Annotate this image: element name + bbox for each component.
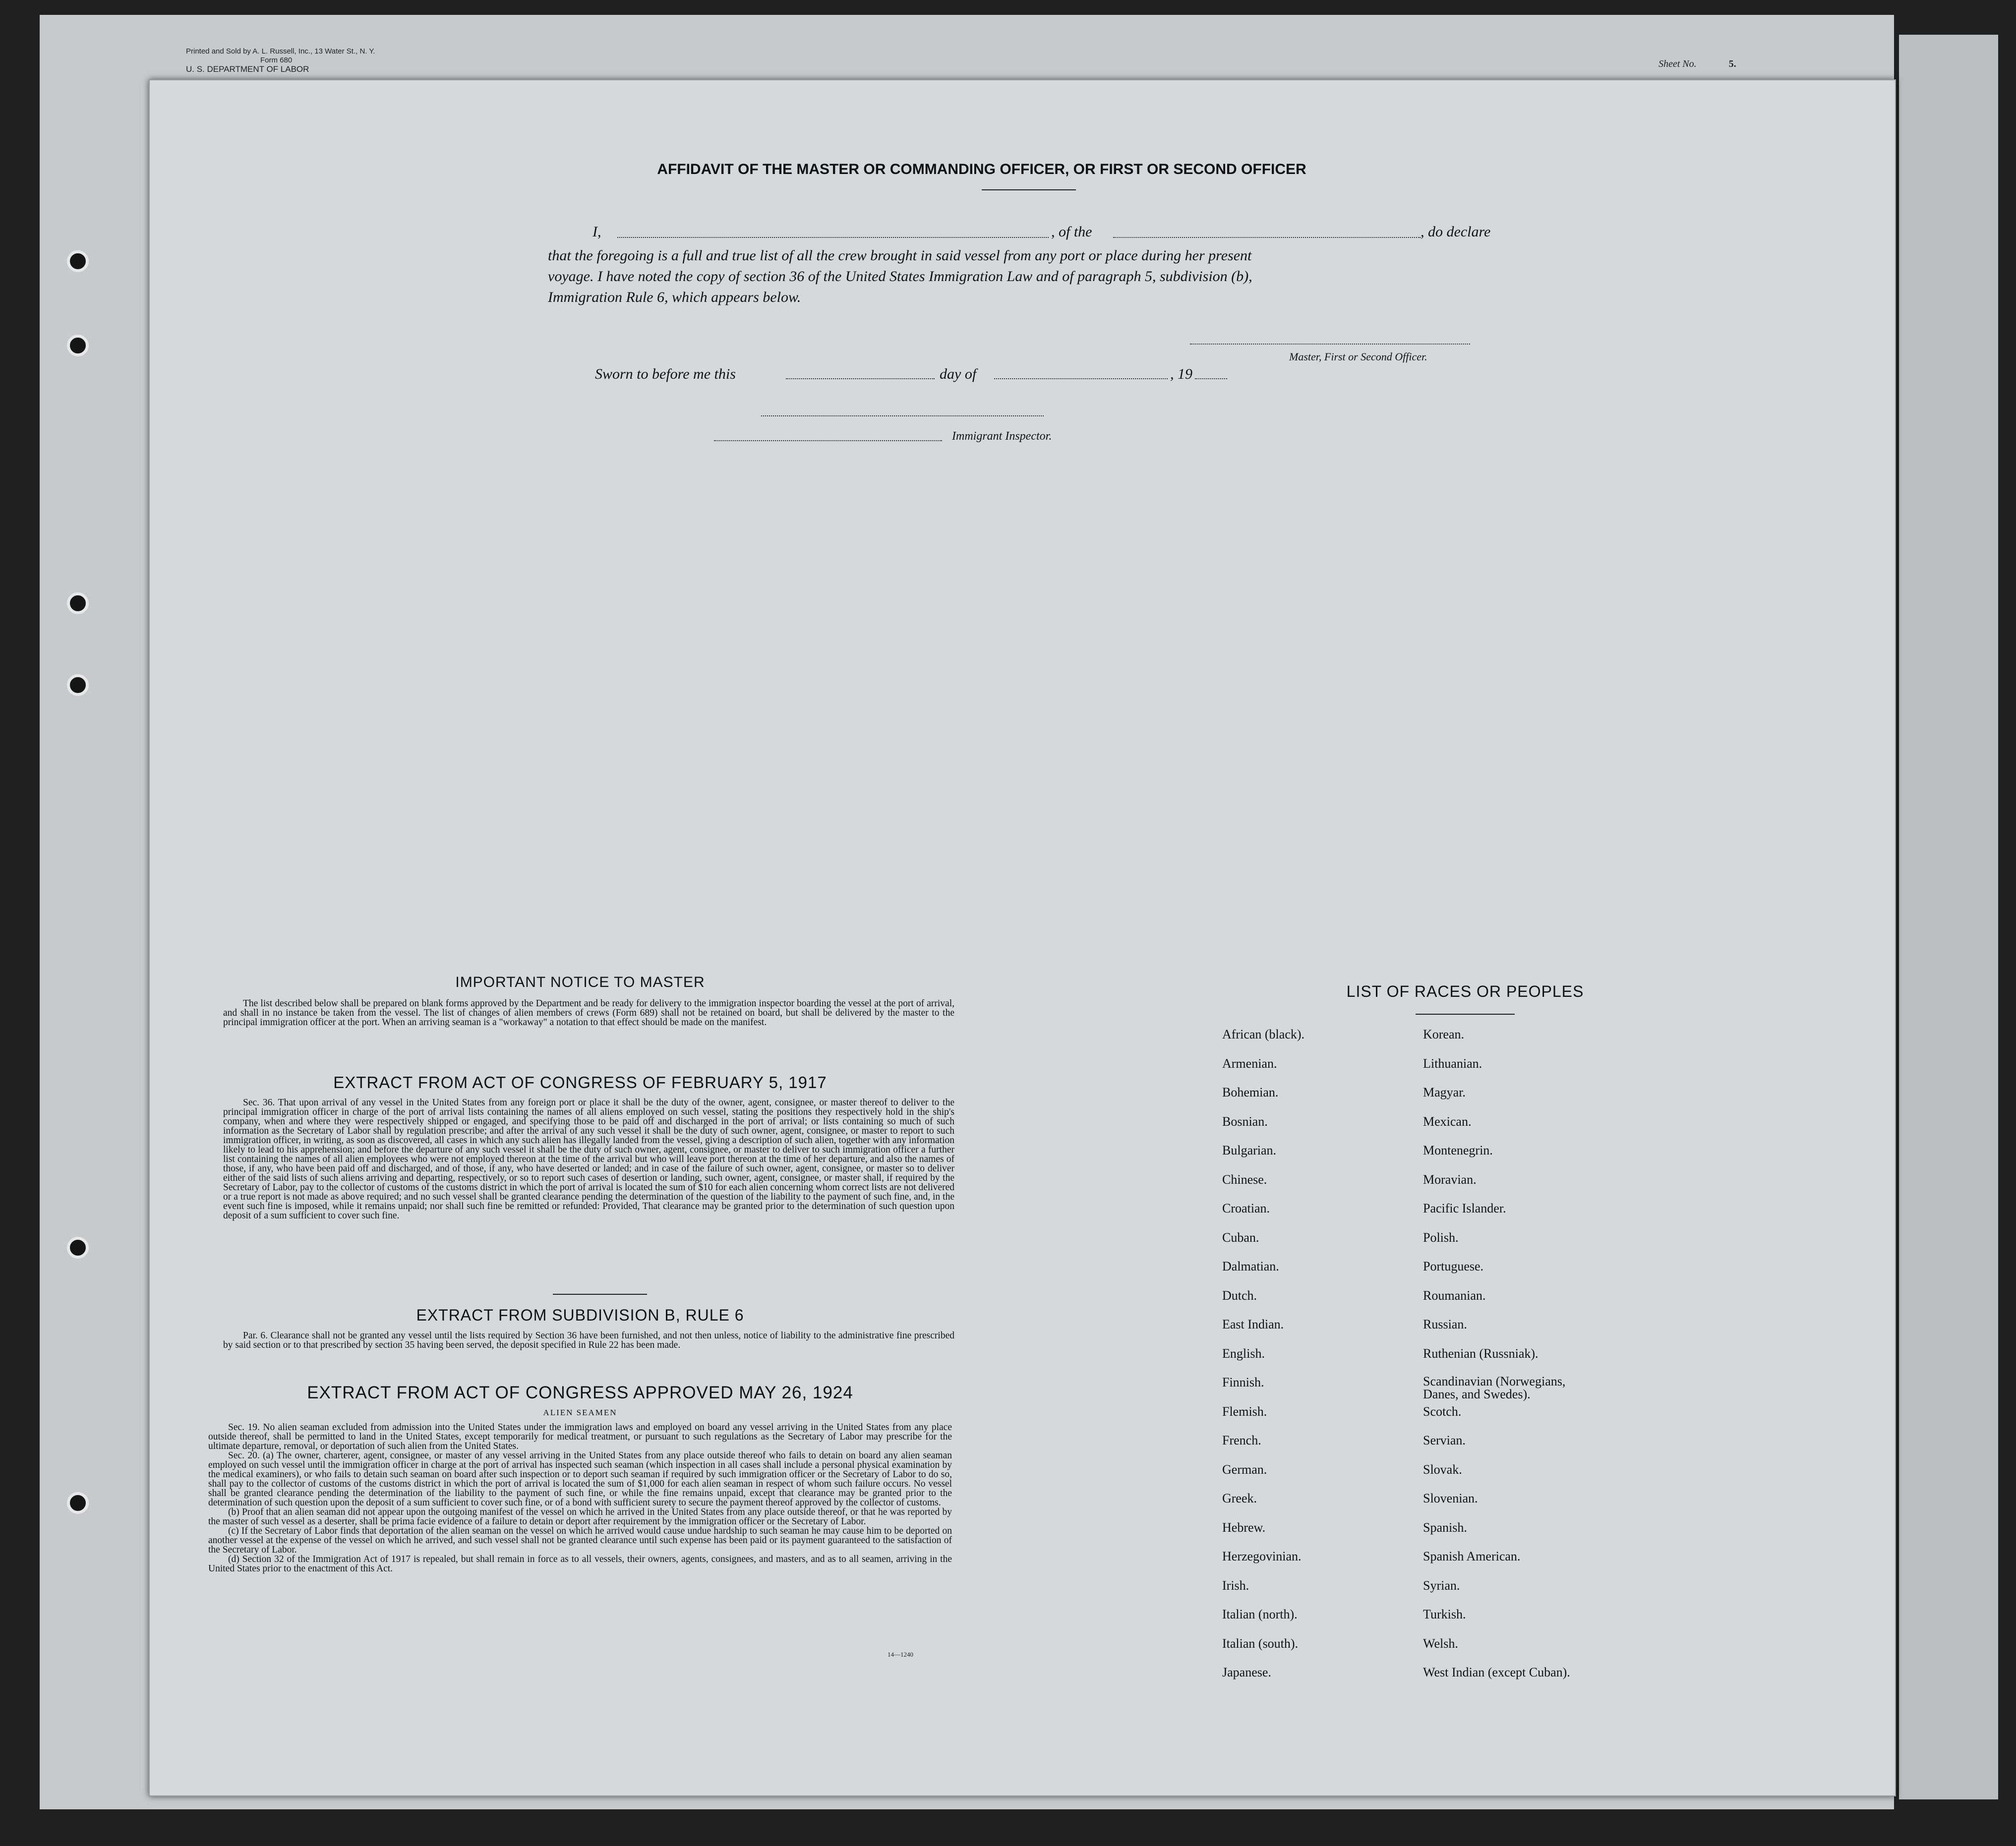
vessel-blank (1113, 237, 1421, 238)
sheet-value: 5. (1728, 58, 1736, 69)
affidavit-line-4: Immigration Rule 6, which appears below. (548, 289, 801, 305)
race-item: Irish. (1222, 1578, 1249, 1593)
rule6-text (223, 1331, 954, 1350)
race-item: Moravian. (1423, 1172, 1477, 1187)
sworn-year: , 19 (1170, 366, 1192, 382)
race-item: Cuban. (1222, 1230, 1259, 1245)
race-item: Herzegovinian. (1222, 1549, 1302, 1563)
race-item: Greek. (1222, 1491, 1257, 1505)
sworn-day-of: day of (940, 366, 977, 382)
affidavit-title: AFFIDAVIT OF THE MASTER OR COMMANDING OFFICER, OR FIRST OR SECOND OFFICER (657, 161, 1306, 177)
act-1917-text (223, 1098, 954, 1220)
race-item: Turkish. (1423, 1607, 1466, 1621)
department: U. S. DEPARTMENT OF LABOR (186, 64, 309, 74)
binder-hole (67, 250, 89, 272)
sworn-month-blank (994, 378, 1168, 379)
race-item: Pacific Islander. (1423, 1201, 1506, 1215)
notice-text (223, 999, 954, 1027)
race-item: German. (1222, 1462, 1267, 1477)
master-signature-line (1190, 344, 1470, 345)
form-number: Form 680 (260, 56, 293, 64)
race-item: Magyar. (1423, 1085, 1466, 1099)
notice-title: IMPORTANT NOTICE TO MASTER (455, 974, 705, 990)
race-item: Dutch. (1222, 1288, 1257, 1303)
rule6-paragraph: Par. 6. Clearance shall not be granted any vessel until the lists required by Section 36 have been furnished, and not then unless, notice of liability to the administrative fine prescribed by said section or to that prescribed by section 35 having been served, the deposit specified in Rule 22 has been made. (223, 1330, 954, 1350)
race-item: Roumanian. (1423, 1288, 1486, 1303)
race-item: Polish. (1423, 1230, 1459, 1245)
race-item: Italian (south). (1222, 1636, 1299, 1651)
affidavit-line-1 (593, 222, 601, 242)
binder-hole (67, 674, 89, 696)
race-item: Ruthenian (Russniak). (1423, 1346, 1539, 1361)
race-item: Mexican. (1423, 1114, 1472, 1129)
act-1924-sec20d: (d) Section 32 of the Immigration Act of 1917 is repealed, but shall remain in force as to all vessels, their owners, agents, consignees, and masters, and as to all seamen, arriving in the United States prior to the enactment of this Act. (208, 1554, 952, 1574)
master-signature-label: Master, First or Second Officer. (1289, 350, 1427, 363)
race-item: English. (1222, 1346, 1265, 1361)
act-1924-text (208, 1423, 952, 1573)
act-1917-paragraph: Sec. 36. That upon arrival of any vessel in the United States from any foreign port or place it shall be the duty of the owner, agent, consignee, or master thereof to deliver to the principal immigration officer in charge of the port of arrival lists containing the names of all aliens employed on such vessel, stating the positions they respectively hold in the ship's company, when and where they were respectively shipped or engaged, and specifying those to be paid off and discharged in the port of arrival; or lists containing so much of such information as the Secretary of Labor shall by regulation prescribe; and after the arrival of any such vessel it shall be the duty of such owner, agent, consignee, or master to report to such immigration officer, in writing, as soon as discovered, all cases in which any such alien has illegally landed from the vessel, giving a description of such alien, together with any information likely to lead to his apprehension; and before the departure of any such vessel it shall be the duty of such owner, agent, consignee, or master to deliver to such immigration officer a further list containing the names of all alien employees who were not employed thereon at the time of the arrival but who will leave port thereon at the time of her departure, and also the names of those, if any, who have been paid off and discharged, and of those, if any, who have deserted or landed; and in case of the failure of such owner, agent, consignee, or master so to deliver either of the said lists of such aliens arriving and departing, respectively, or so to report such cases of desertion or landing, such owner, agent, consignee, or master shall, if required by the Secretary of Labor, pay to the collector of customs of the customs district in which the port of arrival is located the sum of $10 for each alien concerning whom correct lists are not delivered or a true report is not made as above required; and no such vessel shall be granted clearance pending the determination of the question of the liability to the payment of such fine, and, in the event such fine is imposed, while it remains unpaid; nor shall such fine be remitted or refunded: Provided, That clearance may be granted prior to the determination of such question upon deposit of a sum sufficient to cover such fine. (223, 1097, 954, 1221)
affidavit-line-3: voyage. I have noted the copy of section 36 of the United States Immigration Law and of paragraph 5, subdivision (b), (548, 268, 1252, 285)
rule6-title: EXTRACT FROM SUBDIVISION B, RULE 6 (416, 1306, 744, 1324)
inspector-signature-line (761, 415, 1044, 416)
race-item: Hebrew. (1222, 1520, 1266, 1535)
race-item: Russian. (1423, 1317, 1467, 1331)
title-rule (982, 189, 1076, 190)
sworn-day-blank (786, 378, 935, 379)
race-item: French. (1222, 1433, 1261, 1447)
binder-hole (67, 592, 89, 614)
affidavit-line-2: that the foregoing is a full and true list of all the crew brought in said vessel from any port or place during her present (548, 247, 1252, 264)
race-item: Flemish. (1222, 1404, 1267, 1419)
inspector-signature-line-2 (714, 440, 942, 441)
underlying-page-right (1899, 35, 1998, 1799)
printer-imprint (186, 47, 375, 74)
binder-hole (67, 1492, 89, 1514)
act-1924-sec20b: (b) Proof that an alien seaman did not appear upon the outgoing manifest of the vessel on which he arrived in the United States from any place outside thereof, or that he was reported by the master of such vessel as a deserter, shall be prima facie evidence of a failure to detain or deport after requirement by the immigration officer or the Secretary of Labor. (208, 1507, 952, 1527)
race-item: West Indian (except Cuban). (1423, 1665, 1570, 1679)
race-item: Welsh. (1423, 1636, 1458, 1651)
race-item: East Indian. (1222, 1317, 1284, 1331)
race-item: Armenian. (1222, 1056, 1277, 1071)
races-title: LIST OF RACES OR PEOPLES (1346, 982, 1584, 1000)
act-1924-sec20a: Sec. 20. (a) The owner, charterer, agent, consignee, or master of any vessel arriving in the United States from any place outside thereof who fails to detain on board any alien seaman employed on such vessel until the immigration officer in charge at the port of arrival has inspected such seaman (which inspection in all cases shall include a personal physical examination by the medical examiners), or who fails to detain such seaman on board after such inspection or to deport such seaman if required by such immigration officer or the Secretary of Labor to do so, shall pay to the collector of customs of the customs district in which the port of arrival is located the sum of $1,000 for each alien seaman in respect of whom such failure occurs. No vessel shall be granted clearance pending the determination of the liability to the payment of such fine, or while the fine remains unpaid, except that clearance may be granted prior to the determination of such question upon the deposit of a sum sufficient to cover such fine, or of a bond with sufficient surety to secure the payment thereof approved by the collector of customs. (208, 1450, 952, 1508)
races-rule (1416, 1014, 1515, 1015)
affidavit-of-the: , of the (1051, 224, 1092, 240)
act-1924-subtitle: ALIEN SEAMEN (543, 1408, 617, 1417)
affidavit-declare: , do declare (1421, 224, 1491, 240)
act-1924-title: EXTRACT FROM ACT OF CONGRESS APPROVED MAY 26, 1924 (307, 1383, 853, 1402)
race-item: Bulgarian. (1222, 1143, 1277, 1157)
race-item: Spanish American. (1423, 1549, 1521, 1563)
sheet-label: Sheet No. (1659, 58, 1697, 69)
race-item: Servian. (1423, 1433, 1466, 1447)
race-item: Finnish. (1222, 1375, 1264, 1389)
race-item: Spanish. (1423, 1520, 1467, 1535)
year-blank (1195, 378, 1227, 379)
act-1917-title: EXTRACT FROM ACT OF CONGRESS OF FEBRUARY 5, 1917 (333, 1073, 827, 1092)
race-item: Korean. (1423, 1027, 1465, 1041)
name-blank (617, 237, 1049, 238)
race-item: Bohemian. (1222, 1085, 1279, 1099)
race-item: Japanese. (1222, 1665, 1271, 1679)
race-item: African (black). (1222, 1027, 1305, 1041)
inspector-label: Immigrant Inspector. (952, 430, 1052, 443)
printer-line: Printed and Sold by A. L. Russell, Inc., 13 Water St., N. Y. (186, 47, 375, 56)
race-item: Scotch. (1423, 1404, 1462, 1419)
race-item: Portuguese. (1423, 1259, 1484, 1273)
act-1924-sec20c: (c) If the Secretary of Labor finds that deportation of the alien seaman on the vessel on which he arrived would cause undue hardship to such seaman he may cause him to be deported on another vessel at the expense of the vessel on which he arrived, and such vessel shall not be granted clearance until such expense has been paid or its payment guaranteed to the satisfaction of the Secretary of Labor. (208, 1526, 952, 1555)
race-item: Lithuanian. (1423, 1056, 1482, 1071)
race-item: Syrian. (1423, 1578, 1460, 1593)
sheet-number-label (1659, 58, 1736, 70)
binder-hole (67, 1237, 89, 1259)
act-1924-sec19: Sec. 19. No alien seaman excluded from admission into the United States under the immigration laws and employed on board any vessel arriving in the United States from any place outside thereof, shall be permitted to land in the United States, except temporarily for medical treatment, or pursuant to such regulations as the Secretary of Labor may prescribe for the ultimate departure, removal, or deportation of such alien from the United States. (208, 1422, 952, 1451)
sworn-before: Sworn to before me this (595, 366, 736, 382)
notice-paragraph: The list described below shall be prepared on blank forms approved by the Department and be ready for delivery to the immigration inspector boarding the vessel at the port of arrival, and shall in no instance be taken from the vessel. The list of changes of alien members of crews (Form 689) shall not be retained on board, but shall be delivered by the master to the principal immigration officer at the port. When an arriving seaman is a "workaway" a notation to that effect should be made on the manifest. (223, 998, 954, 1028)
race-item: Scandinavian (Norwegians, Danes, and Swedes). (1423, 1374, 1566, 1401)
race-item: Chinese. (1222, 1172, 1267, 1187)
race-item: Montenegrin. (1423, 1143, 1493, 1157)
race-item: Slovenian. (1423, 1491, 1478, 1505)
race-item: Croatian. (1222, 1201, 1270, 1215)
race-item: Dalmatian. (1222, 1259, 1279, 1273)
race-item: Slovak. (1423, 1462, 1462, 1477)
separator-rule (553, 1294, 647, 1295)
race-item: Italian (north). (1222, 1607, 1298, 1621)
affidavit-i: I, (593, 224, 601, 240)
race-item: Bosnian. (1222, 1114, 1268, 1129)
form-code: 14—1240 (888, 1651, 913, 1658)
binder-hole (67, 335, 89, 356)
